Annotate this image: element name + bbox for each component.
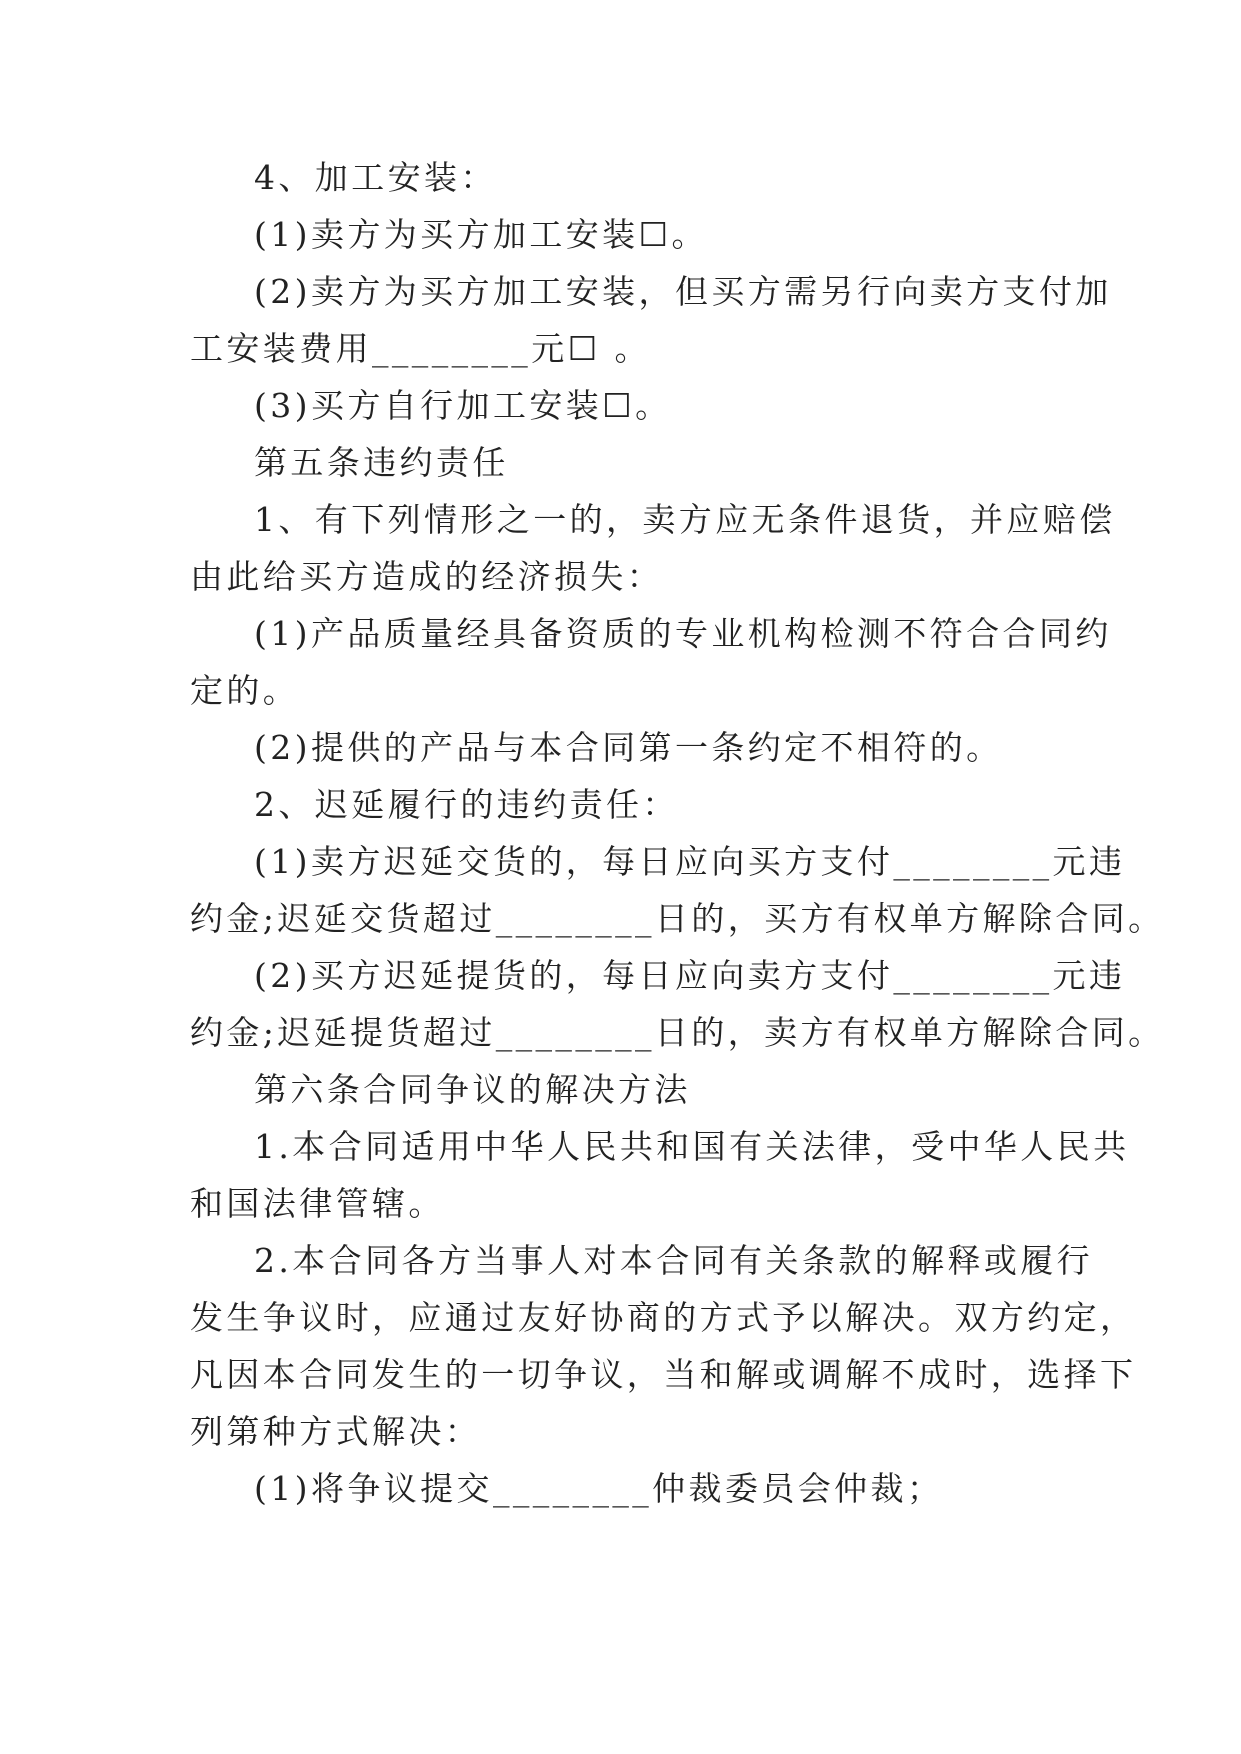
article-5-item-2-heading: 2、迟延履行的违约责任： bbox=[254, 785, 679, 824]
clause-4-option-2-line-2: 工安装费用________元☐ 。 bbox=[190, 329, 651, 368]
clause-4-heading: 4、加工安装： bbox=[254, 158, 497, 197]
article-5-item-1-line-1: 1、有下列情形之一的，卖方应无条件退货，并应赔偿 bbox=[254, 500, 1116, 539]
article-6-item-2-line-4: 列第种方式解决： bbox=[190, 1412, 482, 1451]
article-5-item-2-sub-1-line-2: 约金;迟延交货超过________日的，买方有权单方解除合同。 bbox=[190, 899, 1165, 938]
clause-4-option-2-line-1: (2)卖方为买方加工安装，但买方需另行向卖方支付加 bbox=[254, 272, 1112, 311]
article-5-item-1-sub-1-line-1: (1)产品质量经具备资质的专业机构检测不符合合同约 bbox=[254, 614, 1112, 653]
article-5-item-1-sub-1-line-2: 定的。 bbox=[190, 671, 300, 710]
article-5-item-2-sub-2-line-1: (2)买方迟延提货的，每日应向卖方支付________元违 bbox=[254, 956, 1126, 995]
article-6-item-2-line-2: 发生争议时，应通过友好协商的方式予以解决。双方约定， bbox=[190, 1298, 1137, 1337]
article-5-heading: 第五条违约责任 bbox=[254, 443, 509, 482]
article-6-heading: 第六条合同争议的解决方法 bbox=[254, 1070, 691, 1109]
article-6-item-1-line-1: 1.本合同适用中华人民共和国有关法律，受中华人民共 bbox=[254, 1127, 1130, 1166]
article-5-item-2-sub-2-line-2: 约金;迟延提货超过________日的，卖方有权单方解除合同。 bbox=[190, 1013, 1165, 1052]
article-5-item-1-line-2: 由此给买方造成的经济损失： bbox=[190, 557, 664, 596]
clause-4-option-3: (3)买方自行加工安装☐。 bbox=[254, 386, 672, 425]
clause-4-option-1: (1)卖方为买方加工安装☐。 bbox=[254, 215, 708, 254]
article-6-item-2-option-1: (1)将争议提交________仲裁委员会仲裁； bbox=[254, 1469, 944, 1508]
article-5-item-2-sub-1-line-1: (1)卖方迟延交货的，每日应向买方支付________元违 bbox=[254, 842, 1126, 881]
article-6-item-2-line-3: 凡因本合同发生的一切争议，当和解或调解不成时，选择下 bbox=[190, 1355, 1137, 1394]
article-6-item-2-line-1: 2.本合同各方当事人对本合同有关条款的解释或履行 bbox=[254, 1241, 1094, 1280]
article-6-item-1-line-2: 和国法律管辖。 bbox=[190, 1184, 445, 1223]
article-5-item-1-sub-2: (2)提供的产品与本合同第一条约定不相符的。 bbox=[254, 728, 1003, 767]
